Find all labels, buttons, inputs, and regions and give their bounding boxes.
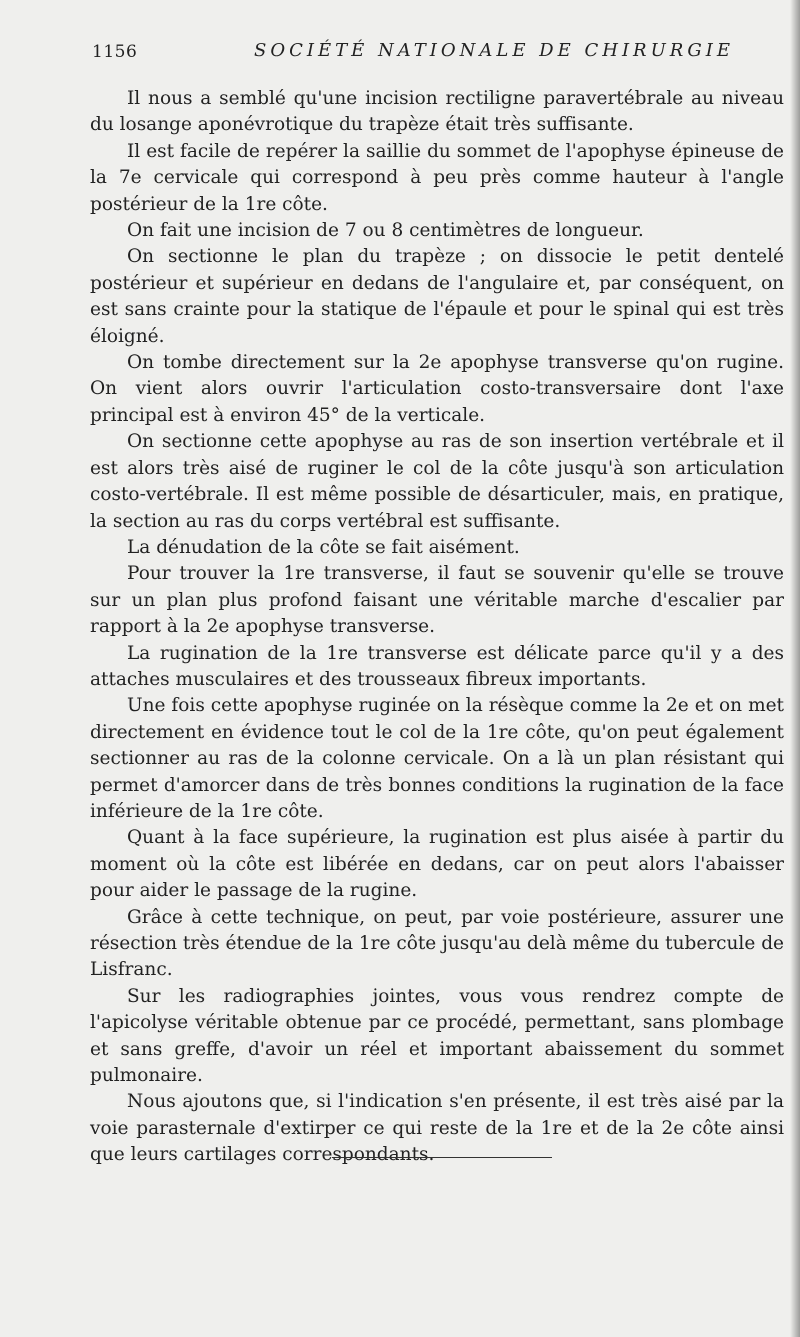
paragraph: Grâce à cette technique, on peut, par voie postérieure, assurer une résection très étendue de la 1re côte jusqu'au delà même du tubercule de Lisfranc.	[90, 906, 784, 981]
end-rule	[332, 1157, 552, 1158]
paragraph: On fait une incision de 7 ou 8 centimètres de longueur.	[127, 220, 644, 242]
paragraph: Il nous a semblé qu'une incision rectiligne paravertébrale au niveau du losange aponévrotique du trapèze était très suffisante.	[90, 88, 784, 136]
paragraph: Il est facile de repérer la saillie du sommet de l'apophyse épineuse de la 7e cervicale qui correspond à peu près comme hauteur à l'angle postérieur de la 1re côte.	[90, 140, 784, 215]
paragraph: On sectionne cette apophyse au ras de son insertion vertébrale et il est alors très aisé de ruginer le col de la côte jusqu'à son articulation costo-vertébrale. Il est même possible de désarticuler, mais, en pratique, la section au ras du corps vertébral est suffisante.	[90, 431, 784, 532]
paragraph: Sur les radiographies jointes, vous vous rendrez compte de l'apicolyse véritable obtenue par ce procédé, permettant, sans plombage et sans greffe, d'avoir un réel et important abaissement du sommet pulmonaire.	[90, 985, 784, 1087]
paragraph: La dénudation de la côte se fait aisément.	[127, 536, 520, 558]
paragraph: On sectionne le plan du trapèze ; on dissocie le petit dentelé postérieur et supérieur en dedans de l'angulaire et, par conséquent, on est sans crainte pour la statique de l'épaule et pour le spinal qui est très éloigné.	[90, 246, 784, 347]
paragraph: Une fois cette apophyse ruginée on la résèque comme la 2e et on met directement en évidence tout le col de la 1re côte, qu'on peut également sectionner au ras de la colonne cervicale. On a là un plan résistant qui permet d'amorcer dans de très bonnes conditions la rugination de la face inférieure de la 1re côte.	[90, 695, 784, 822]
paragraph: On tombe directement sur la 2e apophyse transverse qu'on rugine. On vient alors ouvrir l'articulation costo-transversaire dont l'axe principal est à environ 45° de la verticale.	[90, 352, 784, 426]
paragraph: Pour trouver la 1re transverse, il faut se souvenir qu'elle se trouve sur un plan plus profond faisant une véritable marche d'escalier par rapport à la 2e apophyse transverse.	[90, 563, 784, 638]
paragraph: Nous ajoutons que, si l'indication s'en présente, il est très aisé par la voie parasternale d'extirper ce qui reste de la 1re et de la 2e côte ainsi que leurs cartilages correspondants.	[90, 1091, 784, 1166]
page-number: 1156	[92, 42, 138, 62]
running-title: SOCIÉTÉ NATIONALE DE CHIRURGIE	[254, 40, 734, 61]
article-body	[90, 86, 784, 1169]
paragraph: Quant à la face supérieure, la rugination est plus aisée à partir du moment où la côte est libérée en dedans, car on peut alors l'abaisser pour aider le passage de la rugine.	[90, 827, 784, 902]
page-edge-shadow	[790, 0, 800, 1337]
page-header	[92, 40, 792, 68]
paragraph: La rugination de la 1re transverse est délicate parce qu'il y a des attaches musculaires et des trousseaux fibreux importants.	[90, 642, 784, 690]
